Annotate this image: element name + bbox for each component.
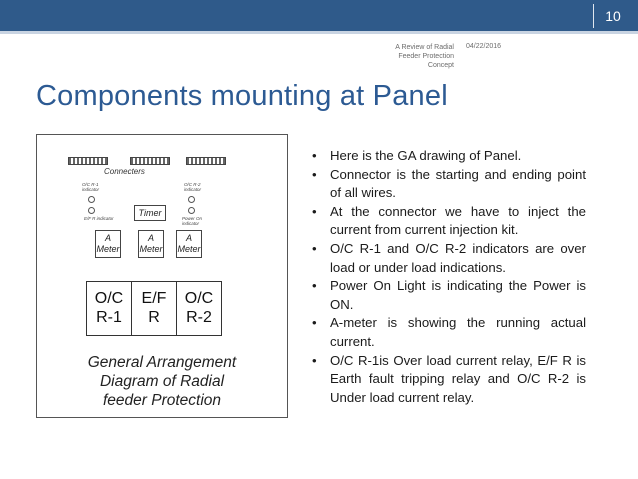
ammeter-1 [95, 230, 121, 258]
ammeter-2-line1: A [147, 233, 154, 243]
slide-number: 10 [605, 8, 621, 24]
ammeter-3-line2: Meter [177, 244, 201, 254]
bullet-list [312, 147, 586, 407]
power-lamp-icon [188, 207, 195, 214]
bullet-item: • At the connector we have to inject the current from current injection kit. [312, 203, 586, 240]
oc-r2-lamp-icon [188, 196, 195, 203]
relay-oc-r2: O/C R-2 [184, 290, 214, 326]
bullet-item: • Here is the GA drawing of Panel. [312, 147, 586, 166]
slide-number-divider [593, 4, 594, 28]
diagram-caption: General Arrangement Diagram of Radial feeder Protection [87, 354, 237, 409]
connector-strip-left [68, 157, 108, 165]
page-title: Components mounting at Panel [36, 80, 448, 112]
connector-label: Connecters [104, 167, 145, 176]
footer-date: 04/22/2016 [466, 43, 502, 50]
relay-oc-r1: O/C R-1 [87, 282, 132, 335]
bullet-item: • O/C R-1is Over load current relay, E/F R is Earth fault tripping relay and O/C R-2 is Under load current relay. [312, 352, 586, 408]
footer-doc-title: A Review of Radial Feeder Protection Concept [395, 44, 454, 69]
connector-strip-right [186, 157, 226, 165]
bullet-item: • O/C R-1 and O/C R-2 indicators are over load or under load indications. [312, 240, 586, 277]
oc-r1-lamp-icon [88, 196, 95, 203]
ammeter-3 [176, 230, 202, 258]
oc-r1-indicator-label: O/C R-1 indicator [82, 182, 100, 192]
connector-strip-middle [130, 157, 170, 165]
bullet-item: • A-meter is showing the running actual current. [312, 314, 586, 351]
ammeter-1-line1: A [104, 233, 111, 243]
ef-lamp-icon [88, 207, 95, 214]
ammeter-3-line1: A [185, 233, 192, 243]
ammeter-1-line2: Meter [96, 244, 120, 254]
ammeter-2 [138, 230, 164, 258]
ef-indicator-label: E/F R indicator [84, 216, 114, 221]
ammeter-2-line2: Meter [139, 244, 163, 254]
oc-r2-indicator-label: O/C R-2 indicator [184, 182, 202, 192]
relay-ef-r: E/F R [132, 282, 177, 335]
power-indicator-label: Power On indicator [182, 216, 203, 226]
bullet-item: • Connector is the starting and ending point of all wires. [312, 166, 586, 203]
bullet-item: • Power On Light is indicating the Power is ON. [312, 277, 586, 314]
timer-box: Timer [134, 205, 166, 221]
header-accent-line [0, 31, 638, 34]
header-bar [0, 0, 638, 31]
relay-panel [86, 281, 222, 336]
